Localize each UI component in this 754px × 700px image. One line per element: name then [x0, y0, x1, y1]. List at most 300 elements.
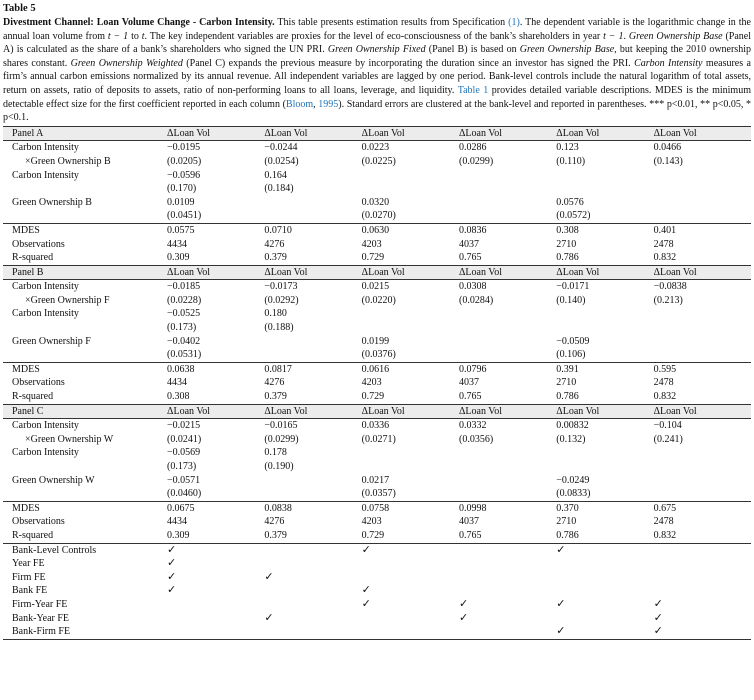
table-cell: [556, 584, 653, 598]
table-cell: −0.0402: [167, 335, 201, 347]
table-cell: −0.0596: [167, 169, 201, 181]
table-cell: −0.0165: [264, 420, 298, 432]
row-label: [3, 321, 167, 335]
panel-header-row: [3, 404, 751, 419]
table-cell: 0.0336: [361, 420, 390, 432]
table-cell: 0.0223: [361, 142, 390, 154]
table-cell: (0.170): [167, 183, 197, 195]
table-cell: [264, 348, 361, 362]
table-cell: [362, 571, 459, 585]
table-cell: [654, 169, 751, 183]
table-cell: [459, 543, 556, 557]
row-label: [3, 209, 167, 223]
table-row: [3, 238, 751, 252]
table-cell: [167, 612, 264, 626]
table-row: [3, 321, 751, 335]
table-cell: [362, 625, 459, 639]
table-cell: (0.0299): [264, 433, 299, 445]
table-cell: 0.0675: [167, 501, 264, 515]
table-cell: [556, 182, 653, 196]
table-cell: 0.0332: [458, 420, 487, 432]
table-cell: 0.0817: [264, 362, 361, 376]
column-header: ΔLoan Vol: [362, 126, 459, 141]
table-cell: (0.241): [653, 433, 683, 445]
column-header: ΔLoan Vol: [654, 404, 751, 419]
table-cell: [459, 446, 556, 460]
table-cell: (0.0254): [264, 155, 299, 167]
table-row: [3, 196, 751, 210]
table-cell: [654, 182, 751, 196]
table-cell: (0.143): [653, 155, 683, 167]
row-label: [3, 348, 167, 362]
table-row: [3, 376, 751, 390]
table-cell: [459, 557, 556, 571]
table-cell: [264, 557, 361, 571]
table-cell: [362, 182, 459, 196]
check-icon: ✓: [167, 543, 264, 557]
table-cell: 0.0199: [361, 335, 390, 347]
table-cell: (0.184): [264, 183, 294, 195]
table-cell: [167, 625, 264, 639]
row-label: [3, 182, 167, 196]
column-header: ΔLoan Vol: [167, 265, 264, 280]
table-cell: 0.401: [654, 223, 751, 237]
row-label: ×Green Ownership F: [25, 294, 110, 306]
table-row: [3, 612, 751, 626]
table-cell: 0.595: [654, 362, 751, 376]
table-cell: 0.309: [167, 529, 190, 541]
table-cell: (0.0205): [167, 155, 202, 167]
table-cell: 2710: [556, 377, 577, 389]
table-cell: [654, 321, 751, 335]
table-cell: 0.0616: [362, 362, 459, 376]
table-row: [3, 584, 751, 598]
table-cell: [264, 209, 361, 223]
column-header: ΔLoan Vol: [264, 404, 361, 419]
table-cell: (0.190): [264, 461, 294, 472]
column-header: ΔLoan Vol: [556, 404, 653, 419]
table-row: [3, 529, 751, 543]
table-cell: [556, 557, 653, 571]
table-cell: [362, 446, 459, 460]
table-cell: [362, 460, 459, 474]
table-cell: 0.0576: [556, 196, 584, 208]
table-cell: 0.786: [556, 252, 579, 264]
table-cell: [459, 307, 556, 321]
table-cell: 0.379: [264, 529, 287, 541]
table-cell: [654, 446, 751, 460]
check-icon: ✓: [556, 543, 653, 557]
table-cell: [167, 598, 264, 612]
table-cell: [459, 321, 556, 335]
table-cell: (0.0299): [458, 155, 494, 167]
check-icon: ✓: [167, 570, 177, 583]
table-cell: 0.123: [556, 142, 579, 154]
check-icon: ✓: [654, 625, 751, 639]
table-cell: 0.0630: [362, 223, 459, 237]
table-cell: (0.140): [556, 294, 586, 306]
row-label: R-squared: [12, 529, 54, 541]
table-cell: 0.00832: [556, 420, 589, 432]
table-cell: [556, 571, 653, 585]
table-cell: 0.832: [653, 529, 677, 541]
table-cell: [654, 307, 751, 321]
table-cell: 0.0109: [167, 196, 195, 208]
citation-year-link[interactable]: 1995: [318, 98, 339, 110]
table-cell: 0.0710: [264, 223, 361, 237]
table-cell: [654, 460, 751, 474]
table-cell: [264, 625, 361, 639]
table-cell: [654, 335, 751, 349]
row-label: Panel A: [3, 126, 167, 141]
row-label: Panel B: [3, 265, 167, 280]
check-icon: ✓: [458, 611, 469, 624]
table-row: [3, 446, 751, 460]
table-row: [3, 557, 751, 571]
table-cell: 2710: [556, 238, 577, 250]
table-cell: [362, 557, 459, 571]
table-cell: 0.675: [654, 501, 751, 515]
table-row: [3, 474, 751, 488]
table-cell: −0.0244: [264, 142, 298, 154]
row-label: Panel C: [3, 404, 167, 419]
table-row: [3, 625, 751, 639]
table-cell: [264, 196, 361, 210]
panel-header-row: [3, 265, 751, 280]
table-cell: [264, 598, 361, 612]
table-cell: 0.379: [264, 391, 287, 403]
table-cell: 0.0215: [361, 281, 390, 293]
row-label: Observations: [12, 516, 65, 528]
table-cell: [459, 335, 556, 349]
table-row: [3, 390, 751, 404]
table-row: [3, 362, 751, 376]
table-cell: 0.308: [167, 391, 190, 403]
row-label: Carbon Intensity: [12, 142, 79, 154]
table-cell: 4037: [458, 377, 479, 389]
table-row: [3, 571, 751, 585]
table-cell: (0.0241): [167, 433, 202, 445]
table-cell: (0.110): [556, 155, 586, 167]
table-cell: 0.729: [361, 529, 385, 541]
table-row: [3, 348, 751, 362]
table-cell: 0.0217: [361, 474, 390, 486]
caption-title: Divestment Channel: Loan Volume Change - Carbon Intensity.: [3, 17, 275, 28]
table-cell: 4434: [167, 516, 188, 528]
table-cell: [459, 571, 556, 585]
table-cell: [654, 487, 751, 501]
check-icon: ✓: [556, 597, 566, 610]
table-cell: [264, 474, 361, 488]
check-icon: ✓: [362, 543, 459, 557]
table-cell: [264, 543, 361, 557]
table-cell: (0.0833): [556, 488, 591, 500]
table-cell: 0.0308: [458, 281, 487, 293]
table-cell: 0.180: [264, 308, 287, 320]
table-row: [3, 460, 751, 474]
table-row: [3, 515, 751, 529]
row-label: Bank-Level Controls: [3, 543, 167, 557]
column-header: ΔLoan Vol: [264, 265, 361, 280]
table-cell: (0.213): [653, 294, 683, 306]
row-label: MDES: [3, 223, 167, 237]
table-cell: −0.0249: [556, 474, 590, 486]
column-header: ΔLoan Vol: [362, 404, 459, 419]
row-label: MDES: [3, 362, 167, 376]
table-row: [3, 169, 751, 183]
table-cell: [654, 543, 751, 557]
table-cell: [459, 584, 556, 598]
table-row: [3, 487, 751, 501]
table-cell: (0.0451): [167, 210, 202, 222]
table-caption: Divestment Channel: Loan Volume Change - Carbon Intensity. This table presents estimation results from Specification (1). The dependent variable is the logarithmic change in the annual loan volume from t − 1 to t. The key independent variables are proxies for the level of eco-consciousness of the bank’s shareholders in year t − 1. Green Ownership Base (Panel A) is calculated as the share of a bank’s shareholders who signed the UN PRI. Green Ownership Fixed (Panel B) is based on Green Ownership Base, but keeping the 2010 ownership shares constant. Green Ownership Weighted (Panel C) expands the previous measure by incorporating the duration since an investor has signed the PRI. Carbon Intensity measures a firm’s annual carbon emissions normalized by its annual revenue. All independent variables are lagged by one period. Bank-level controls include the natural logarithm of total assets, return on assets, ratio of deposits to assets, ratio of non-performing loans to all loans, leverage, and liquidity. Table 1 provides detailed variable descriptions. MDES is the minimum detectable effect size for the first coefficient reported in each column (Bloom, 1995). Standard errors are clustered at the bank-level and reported in parentheses. *** p<0.01, ** p<0.05, * p<0.1.: [3, 17, 752, 124]
table-cell: [556, 446, 653, 460]
table-cell: 4276: [264, 238, 285, 250]
table-cell: −0.0185: [167, 281, 201, 293]
table-cell: 0.765: [458, 529, 482, 541]
table-cell: −0.0838: [653, 281, 687, 293]
table-cell: 0.729: [361, 391, 385, 403]
table-cell: (0.0270): [361, 210, 396, 222]
table-cell: [459, 460, 556, 474]
table-cell: −0.104: [653, 420, 682, 432]
table-cell: 4203: [361, 238, 382, 250]
panel-header-row: [3, 126, 751, 141]
row-label: Year FE: [12, 558, 45, 570]
table-cell: 0.765: [458, 252, 482, 264]
table-cell: 0.786: [556, 391, 579, 403]
table-cell: 4434: [167, 238, 188, 250]
row-label: Green Ownership W: [12, 474, 95, 486]
table-cell: 0.765: [458, 391, 482, 403]
column-header: ΔLoan Vol: [459, 404, 556, 419]
table-cell: (0.0284): [458, 294, 494, 306]
check-icon: ✓: [167, 557, 177, 570]
table-row: [3, 598, 751, 612]
row-label: ×Green Ownership W: [25, 433, 114, 445]
row-label: Carbon Intensity: [12, 169, 79, 181]
table-cell: [459, 182, 556, 196]
check-icon: ✓: [361, 584, 371, 597]
table-cell: (0.0356): [458, 433, 494, 445]
table-cell: −0.0173: [264, 281, 298, 293]
row-label: Carbon Intensity: [12, 420, 79, 432]
column-header: ΔLoan Vol: [362, 265, 459, 280]
row-label: [3, 460, 167, 474]
table-cell: 0.309: [167, 252, 190, 264]
table-row: [3, 182, 751, 196]
column-header: ΔLoan Vol: [459, 265, 556, 280]
table-cell: 2478: [653, 238, 674, 250]
citation-link[interactable]: Bloom: [285, 98, 314, 110]
table-cell: −0.0195: [167, 142, 201, 154]
check-icon: ✓: [264, 570, 274, 583]
table-row: [3, 419, 751, 433]
check-icon: ✓: [653, 611, 663, 624]
table-cell: 4037: [458, 238, 479, 250]
table-cell: [459, 196, 556, 210]
table-cell: [654, 557, 751, 571]
column-header: ΔLoan Vol: [556, 265, 653, 280]
table-cell: 0.832: [653, 391, 677, 403]
table-cell: (0.106): [556, 349, 586, 361]
table-cell: 0.0638: [167, 362, 264, 376]
table-cell: [362, 307, 459, 321]
table-cell: (0.0292): [264, 294, 299, 306]
table-cell: 0.729: [361, 252, 385, 264]
table-cell: [556, 307, 653, 321]
table-cell: −0.0569: [167, 447, 201, 459]
table-cell: (0.0572): [556, 210, 591, 222]
table-cell: (0.0220): [361, 294, 396, 306]
check-icon: ✓: [458, 597, 469, 610]
table-cell: 0.0758: [362, 501, 459, 515]
column-header: ΔLoan Vol: [459, 126, 556, 141]
table-cell: [459, 487, 556, 501]
table-row: [3, 335, 751, 349]
row-label: Firm-Year FE: [12, 598, 68, 610]
table-cell: 0.0796: [459, 362, 556, 376]
table-cell: 0.786: [556, 529, 579, 541]
table-cell: [654, 196, 751, 210]
row-label: Carbon Intensity: [12, 308, 79, 320]
table-cell: 4434: [167, 377, 188, 389]
row-label: Carbon Intensity: [12, 281, 79, 293]
table-cell: [459, 474, 556, 488]
table-cell: 0.379: [264, 252, 287, 264]
table-row: [3, 155, 751, 169]
table-cell: [654, 584, 751, 598]
table-1-link[interactable]: Table 1: [457, 84, 489, 96]
table-cell: 0.0320: [361, 196, 390, 208]
column-header: ΔLoan Vol: [167, 404, 264, 419]
table-cell: 0.0998: [459, 501, 556, 515]
table-cell: 0.0286: [458, 142, 487, 154]
table-cell: 4203: [361, 516, 382, 528]
table-row: [3, 294, 751, 308]
table-row: [3, 543, 751, 557]
table-row: [3, 209, 751, 223]
table-cell: −0.0571: [167, 474, 201, 486]
table-cell: 2478: [653, 377, 674, 389]
table-cell: (0.0376): [361, 349, 396, 361]
row-label: Green Ownership B: [12, 196, 92, 208]
table-cell: (0.173): [167, 322, 197, 334]
table-cell: [459, 625, 556, 639]
table-cell: (0.0225): [361, 155, 396, 167]
table-row: [3, 223, 751, 237]
table-cell: −0.0509: [556, 335, 590, 347]
table-cell: −0.0215: [167, 420, 201, 432]
table-row: [3, 307, 751, 321]
table-cell: 0.370: [556, 501, 653, 515]
regression-table: [3, 126, 751, 640]
table-cell: [264, 335, 361, 349]
row-label: Bank FE: [12, 585, 48, 597]
column-header: ΔLoan Vol: [654, 126, 751, 141]
table-cell: [556, 169, 653, 183]
table-cell: −0.0525: [167, 308, 201, 320]
table-cell: [654, 474, 751, 488]
table-cell: 0.391: [556, 362, 653, 376]
row-label: Firm FE: [12, 571, 46, 583]
table-cell: [459, 209, 556, 223]
row-label: Observations: [12, 238, 65, 250]
table-cell: [654, 348, 751, 362]
table-cell: 0.0466: [653, 142, 682, 154]
column-header: ΔLoan Vol: [264, 126, 361, 141]
table-cell: (0.173): [167, 461, 197, 472]
table-cell: [459, 169, 556, 183]
table-cell: [459, 348, 556, 362]
table-cell: [362, 321, 459, 335]
table-cell: 2478: [653, 516, 674, 528]
table-row: [3, 141, 751, 155]
table-cell: [654, 209, 751, 223]
regression-table-body: [3, 126, 751, 639]
table-cell: [264, 584, 361, 598]
table-cell: 2710: [556, 516, 577, 528]
row-label: Bank-Firm FE: [3, 625, 167, 639]
column-header: ΔLoan Vol: [167, 126, 264, 141]
table-cell: (0.132): [556, 433, 586, 445]
table-cell: 0.308: [556, 223, 653, 237]
row-label: R-squared: [12, 391, 54, 403]
table-cell: 4276: [264, 377, 285, 389]
table-cell: 4276: [264, 516, 285, 528]
table-label: Table 5: [3, 3, 36, 14]
table-cell: (0.0460): [167, 488, 202, 500]
table-cell: [362, 612, 459, 626]
table-row: [3, 501, 751, 515]
table-cell: (0.0357): [361, 488, 396, 500]
table-row: [3, 280, 751, 294]
table-cell: [264, 487, 361, 501]
table-cell: (0.188): [264, 322, 294, 334]
table-cell: 0.178: [264, 447, 287, 459]
table-cell: (0.0531): [167, 349, 202, 361]
table-cell: 0.164: [264, 169, 287, 181]
table-cell: 0.0838: [264, 501, 361, 515]
row-label: ×Green Ownership B: [25, 155, 111, 167]
row-label: Green Ownership F: [12, 335, 91, 347]
table-cell: [362, 169, 459, 183]
table-cell: [556, 460, 653, 474]
check-icon: ✓: [556, 625, 653, 639]
row-label: MDES: [3, 501, 167, 515]
table-row: [3, 251, 751, 265]
column-header: ΔLoan Vol: [654, 265, 751, 280]
row-label: R-squared: [12, 252, 54, 264]
table-cell: (0.0271): [361, 433, 396, 445]
row-label: Bank-Year FE: [12, 612, 70, 624]
table-row: [3, 433, 751, 447]
check-icon: ✓: [167, 584, 177, 597]
row-label: Carbon Intensity: [12, 447, 79, 459]
row-label: [3, 487, 167, 501]
table-cell: 0.0575: [167, 223, 264, 237]
table-cell: −0.0171: [556, 281, 590, 293]
table-cell: 4203: [361, 377, 382, 389]
table-cell: 0.0836: [459, 223, 556, 237]
table-cell: [556, 321, 653, 335]
check-icon: ✓: [264, 611, 274, 624]
column-header: ΔLoan Vol: [556, 126, 653, 141]
check-icon: ✓: [653, 597, 663, 610]
specification-link[interactable]: (1): [508, 17, 520, 28]
table-cell: (0.0228): [167, 294, 202, 306]
page: [3, 0, 751, 640]
